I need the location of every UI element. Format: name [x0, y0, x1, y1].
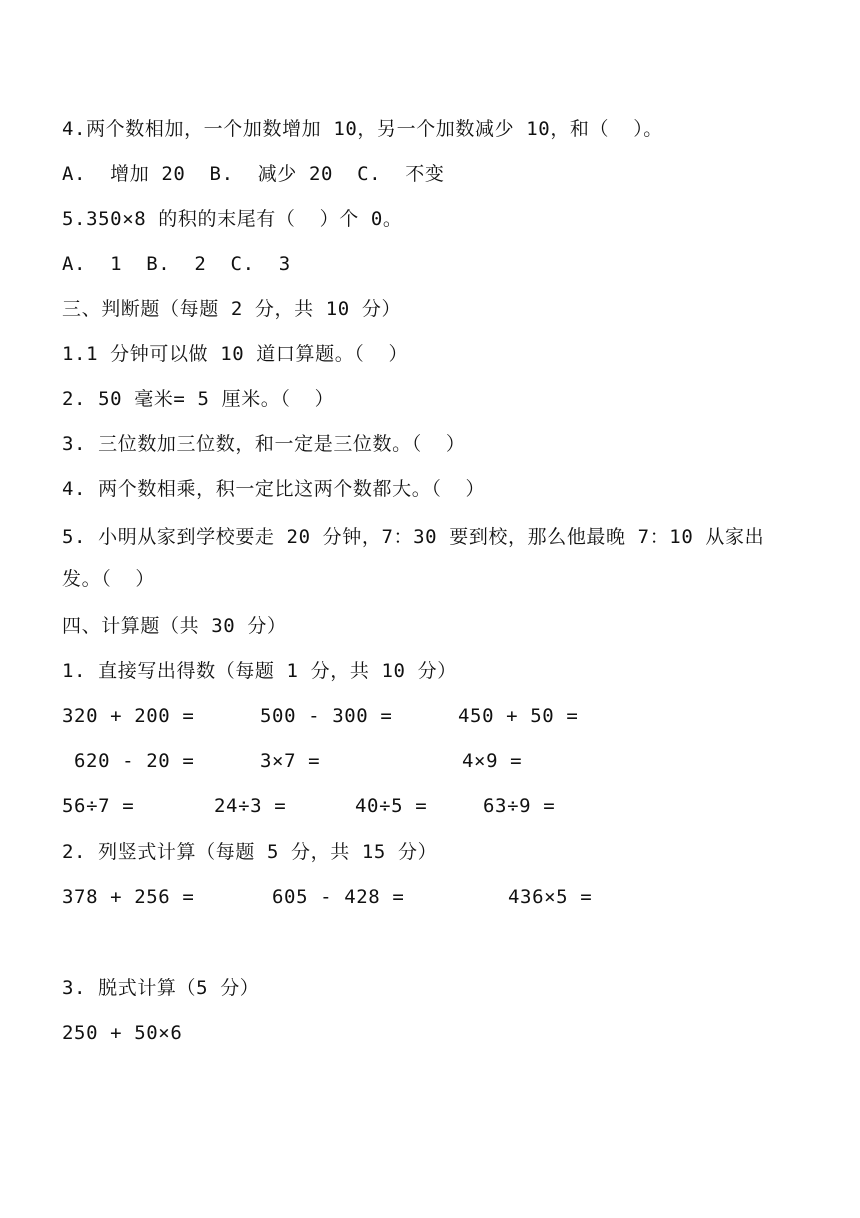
judgment-item-5: 5. 小明从家到学校要走 20 分钟，7：30 要到校，那么他最晚 7：10 从家出: [62, 526, 765, 548]
calc-item: 500 - 300 =: [260, 705, 393, 727]
question-4-options: A. 增加 20 B. 减少 20 C. 不变: [62, 163, 445, 185]
section-3-heading: 三、判断题（每题 2 分，共 10 分）: [62, 298, 402, 320]
calc-item: 3×7 =: [260, 750, 321, 772]
calc-item: 56÷7 =: [62, 795, 135, 817]
calc-item: 4×9 =: [462, 750, 523, 772]
part-3-heading: 3. 脱式计算（5 分）: [62, 977, 260, 999]
calc-item: 605 - 428 =: [272, 886, 405, 908]
stepwise-calc-expression: 250 + 50×6: [62, 1022, 183, 1044]
judgment-item-1: 1.1 分钟可以做 10 道口算题。（ ）: [62, 343, 409, 365]
judgment-item-3: 3. 三位数加三位数，和一定是三位数。（ ）: [62, 433, 466, 455]
calc-item: 24÷3 =: [214, 795, 287, 817]
part-1-heading: 1. 直接写出得数（每题 1 分，共 10 分）: [62, 660, 457, 682]
calc-item: 436×5 =: [508, 886, 593, 908]
section-4-heading: 四、计算题（共 30 分）: [62, 615, 287, 637]
calc-item: 450 + 50 =: [458, 705, 579, 727]
calc-item: 378 + 256 =: [62, 886, 195, 908]
question-5-options: A. 1 B. 2 C. 3: [62, 253, 291, 275]
calc-item: 320 + 200 =: [62, 705, 195, 727]
question-4-text: 4.两个数相加，一个加数增加 10，另一个加数减少 10，和（ ）。: [62, 118, 663, 140]
judgment-item-2: 2. 50 毫米= 5 厘米。（ ）: [62, 388, 335, 410]
calc-item: 40÷5 =: [355, 795, 428, 817]
part-2-heading: 2. 列竖式计算（每题 5 分，共 15 分）: [62, 841, 438, 863]
judgment-item-4: 4. 两个数相乘，积一定比这两个数都大。（ ）: [62, 478, 486, 500]
judgment-item-5-continued: 发。（ ）: [62, 568, 155, 590]
calc-item: 620 - 20 =: [74, 750, 195, 772]
question-5-text: 5.350×8 的积的末尾有（ ）个 0。: [62, 208, 403, 230]
calc-item: 63÷9 =: [483, 795, 556, 817]
